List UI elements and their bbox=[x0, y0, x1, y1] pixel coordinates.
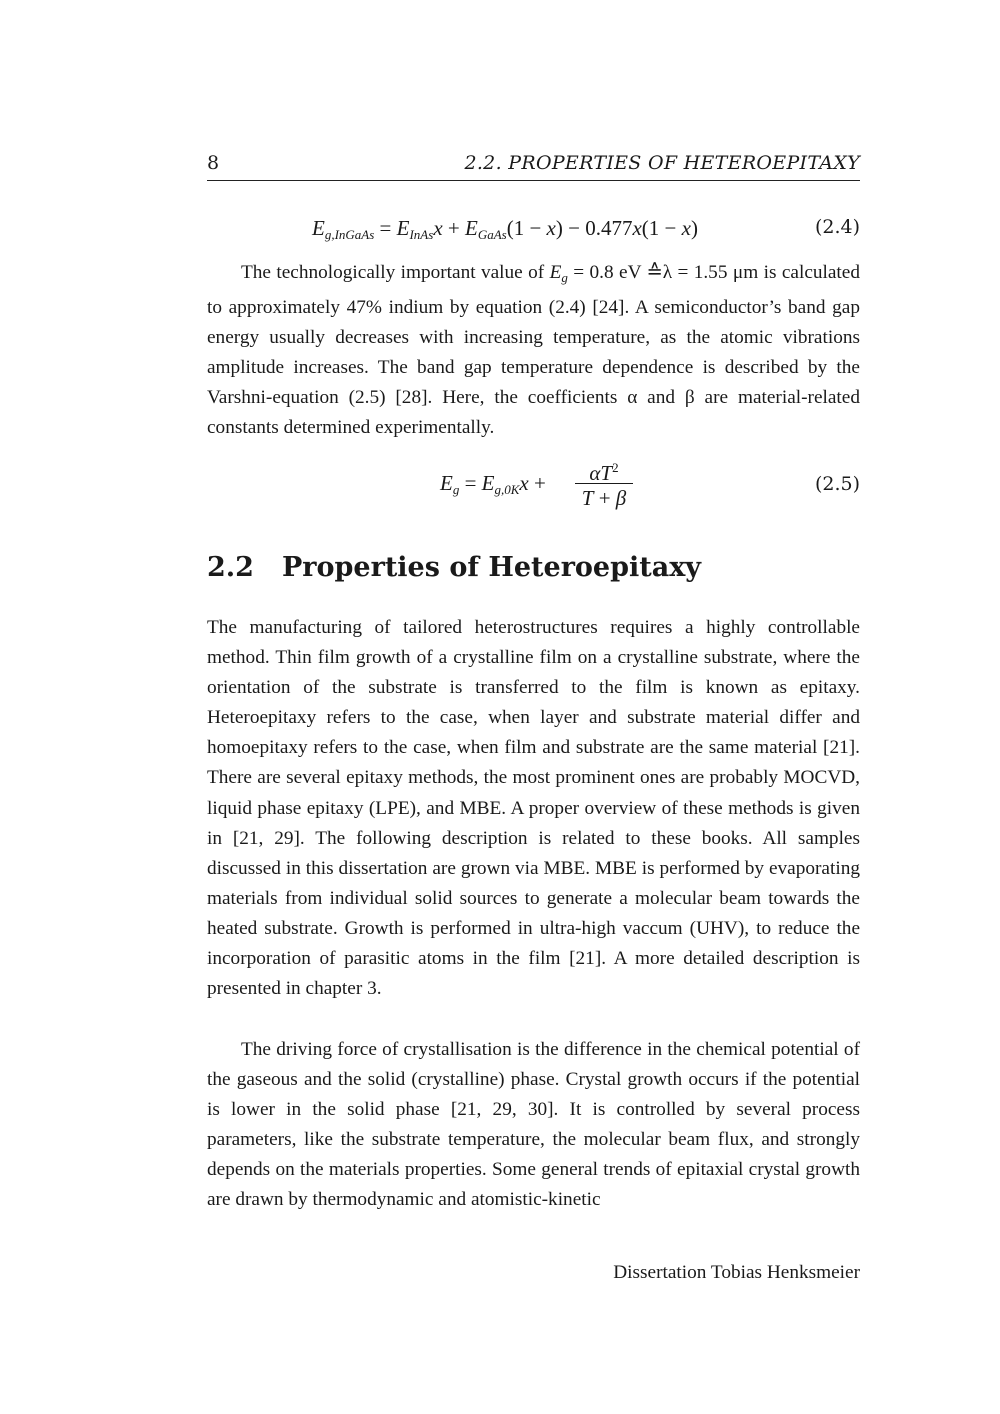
equation-2-4 bbox=[207, 216, 860, 246]
equation-number: (2.4) bbox=[814, 216, 860, 238]
equation-number: (2.5) bbox=[814, 473, 860, 495]
page-footer: Dissertation Tobias Henksmeier bbox=[613, 1262, 860, 1283]
section-title: Properties of Heteroepitaxy bbox=[282, 552, 701, 583]
equation-2-5: $E_g = E_{g,0K}x$ + $\alpha T^2$ T + β (2.5) bbox=[207, 456, 860, 516]
section-heading bbox=[207, 552, 701, 583]
equation-2-4-formula: $E_{g,InGaAs} = E_{InAs}x + E_{GaAs}(1 - x) - 0.477x(1 - x)$ bbox=[312, 216, 698, 242]
section-number: 2.2 bbox=[207, 552, 254, 583]
fraction: $\alpha T^2$ T + β bbox=[575, 456, 633, 510]
running-header bbox=[207, 152, 860, 181]
paragraph-epitaxy: The manufacturing of tailored heterostructures requires a highly controllable method. Thin film growth of a crystalline film on a crystalline substrate, where the orientation of the substrate is transferred to the film is known as epitaxy. Heteroepitaxy refers to the case, when layer and substrate material differ and homoepitaxy refers to the case, when film and substrate are the same material [21]. There are several epitaxy methods, the most prominent ones are probably MOCVD, liquid phase epitaxy (LPE), and MBE. A proper overview of these methods is given in [21, 29]. The following description is related to these books. All samples discussed in this dissertation are grown via MBE. MBE is performed by evaporating materials from individual solid sources to generate a molecular beam towards the heated substrate. Growth is performed in ultra-high vaccum (UHV), to reduce the incorporation of parasitic atoms in the film [21]. A more detailed description is presented in chapter 3. bbox=[207, 617, 860, 1000]
paragraph-bandgap: The technologically important value of $E_g = 0.8$ eV ≙λ = 1.55 μm is calculated to approximately 47% indium by equation (2.4) [24]. A semiconductor’s band gap energy usually decreases with increasing temperature, as the atomic vibrations amplitude increases. The band gap temperature dependence is described by the Varshni-equation (2.5) [28]. Here, the coefficients α and β are material-related constants determined experimentally. bbox=[207, 262, 860, 439]
running-title: 2.2. PROPERTIES OF HETEROEPITAXY bbox=[464, 152, 860, 174]
page-number: 8 bbox=[207, 152, 220, 174]
paragraph-crystallisation: The driving force of crystallisation is the difference in the chemical potential of the gaseous and the solid (crystalline) phase. Crystal growth occurs if the potential is lower in the solid phase [21, 29, 30]. It is controlled by several process parameters, like the substrate temperature, the molecular beam flux, and strongly depends on the materials properties. Some general trends of epitaxial crystal growth are drawn by thermodynamic and atomistic-kinetic bbox=[207, 1039, 860, 1211]
